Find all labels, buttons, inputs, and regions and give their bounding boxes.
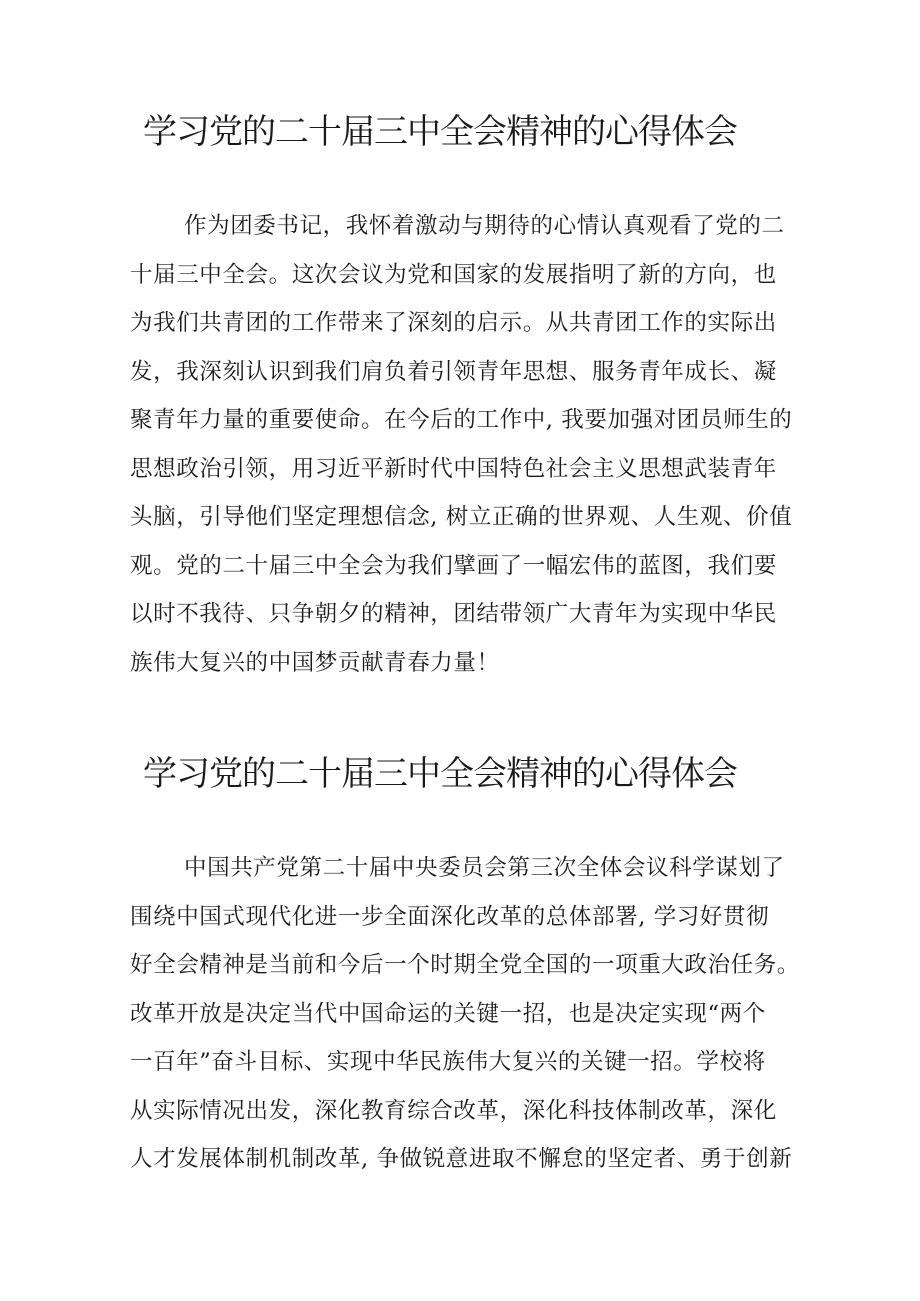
- paragraph-line: 为我们共青团的工作带来了深刻的启示。从共青团工作的实际出: [130, 310, 777, 336]
- paragraph-line: 聚青年力量的重要使命。在今后的工作中, 我要加强对团员师生的: [130, 407, 793, 433]
- paragraph-line: 发，我深刻认识到我们肩负着引领青年思想、服务青年成长、凝: [130, 358, 777, 385]
- paragraph-line: 以时不我待、只争朝夕的精神，团结带领广大青年为实现中华民: [130, 601, 777, 627]
- paragraph-line: 人才发展体制机制改革, 争做锐意进取不懈怠的坚定者、勇于创新: [130, 1146, 793, 1172]
- paragraph-line: 思想政治引领，用习近平新时代中国特色社会主义思想武装青年: [130, 455, 777, 482]
- paragraph-line: 头脑，引导他们坚定理想信念, 树立正确的世界观、人生观、价值: [130, 504, 793, 530]
- paragraph-line: 十届三中全会。这次会议为党和国家的发展指明了新的方向，也: [130, 261, 777, 288]
- paragraph-line: 一百年”奋斗目标、实现中华民族伟大复兴的关键一招。学校将: [130, 1049, 766, 1075]
- paragraph-line: 中国共产党第二十届中央委员会第三次全体会议科学谋划了: [184, 855, 785, 881]
- section-title: 学习党的二十届三中全会精神的心得体会: [143, 754, 737, 794]
- section-paragraph: [130, 202, 800, 687]
- paragraph-line: 从实际情况出发，深化教育综合改革，深化科技体制改革，深化: [130, 1097, 777, 1124]
- paragraph-line: 族伟大复兴的中国梦贡献青春力量！: [130, 649, 500, 676]
- paragraph-line: 改革开放是决定当代中国命运的关键一招，也是决定实现“两个: [130, 1000, 766, 1027]
- section-title: 学习党的二十届三中全会精神的心得体会: [143, 112, 737, 152]
- paragraph-line: 作为团委书记，我怀着激动与期待的心情认真观看了党的二: [184, 213, 785, 239]
- paragraph-line: 好全会精神是当前和今后一个时期全党全国的一项重大政治任务。: [130, 952, 800, 978]
- section-paragraph: [130, 844, 800, 1184]
- paragraph-line: 围绕中国式现代化进一步全面深化改革的总体部署, 学习好贯彻: [130, 903, 770, 930]
- paragraph-line: 观。党的二十届三中全会为我们擘画了一幅宏伟的蓝图，我们要: [130, 552, 777, 579]
